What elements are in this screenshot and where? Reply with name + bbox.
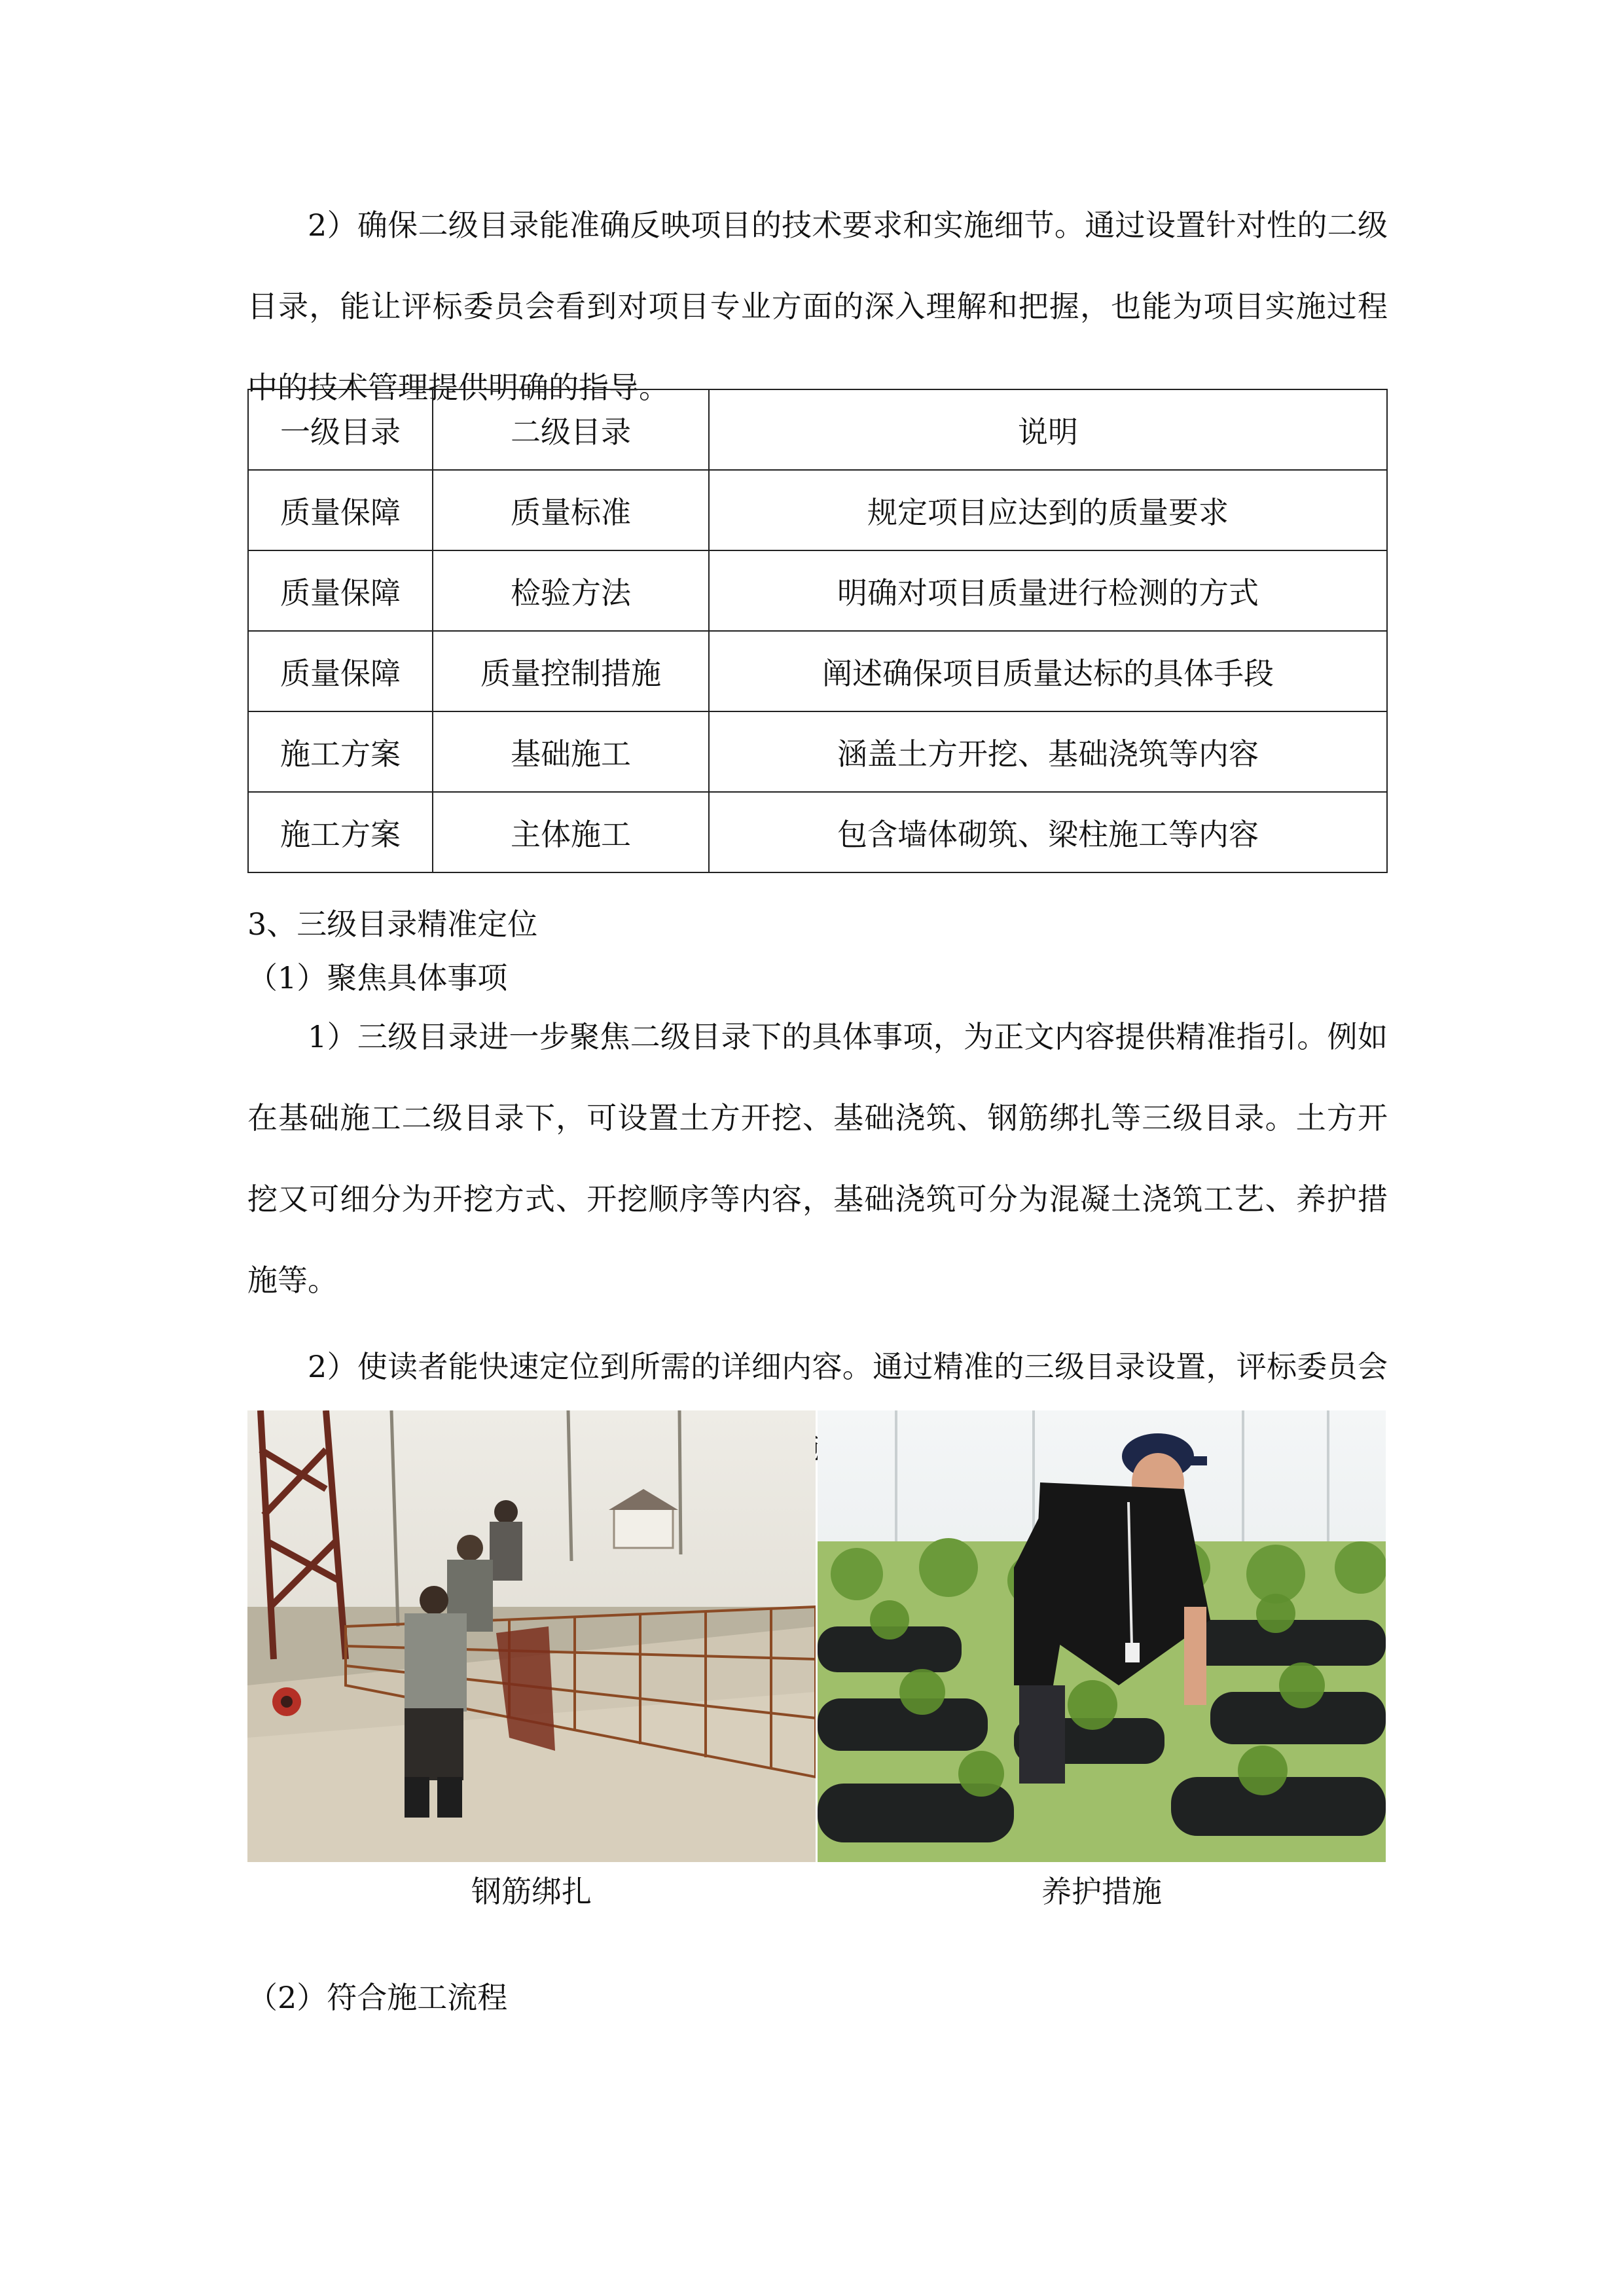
subsection-heading-1: （1）聚焦具体事项 (247, 960, 508, 996)
table-cell: 阐述确保项目质量达标的具体手段 (709, 631, 1387, 711)
table-header-row (248, 389, 1387, 470)
table-cell: 检验方法 (433, 550, 709, 631)
table-row (248, 550, 1387, 631)
section3-paragraph-1: 1）三级目录进一步聚焦二级目录下的具体事项，为正文内容提供精准指引。例如在基础施工二级目录下，可设置土方开挖、基础浇筑、钢筋绑扎等三级目录。土方开挖又可细分为开挖方式、开挖顺序等内容，基础浇筑可分为混凝土浇筑工艺、养护措施等。 (247, 1019, 1388, 1298)
rebar-tying-photo (247, 1410, 816, 1862)
intro-paragraph-2: 2）确保二级目录能准确反映项目的技术要求和实施细节。通过设置针对性的二级目录，能让评标委员会看到对项目专业方面的深入理解和把握，也能为项目实施过程中的技术管理提供明确的指导。 (247, 207, 1388, 405)
table-row (248, 792, 1387, 872)
section3-paragraph-2: 2）使读者能快速定位到所需的详细内容。通过精准的三级目录设置，评标委员会 (308, 1349, 1388, 1384)
subsection-heading-2: （2）符合施工流程 (247, 1980, 508, 2015)
table-row (248, 711, 1387, 792)
table-cell: 质量标准 (433, 470, 709, 550)
curing-photo (818, 1410, 1386, 1862)
photo-caption-2: 养护措施 (1041, 1874, 1162, 1909)
table-cell: 质量控制措施 (433, 631, 709, 711)
table-cell: 主体施工 (433, 792, 709, 872)
table-cell: 质量保障 (248, 550, 433, 631)
section-heading: 3、三级目录精准定位 (247, 906, 538, 942)
table-header-cell: 说明 (709, 389, 1387, 470)
table-cell: 规定项目应达到的质量要求 (709, 470, 1387, 550)
directory-table (247, 389, 1388, 873)
table-cell: 质量保障 (248, 470, 433, 550)
table-cell: 基础施工 (433, 711, 709, 792)
table-header-cell: 一级目录 (248, 389, 433, 470)
table-cell: 质量保障 (248, 631, 433, 711)
table-header-cell: 二级目录 (433, 389, 709, 470)
table-row (248, 470, 1387, 550)
table-cell: 明确对项目质量进行检测的方式 (709, 550, 1387, 631)
table-cell: 涵盖土方开挖、基础浇筑等内容 (709, 711, 1387, 792)
table-cell: 包含墙体砌筑、梁柱施工等内容 (709, 792, 1387, 872)
table-cell: 施工方案 (248, 711, 433, 792)
photo-caption-1: 钢筋绑扎 (471, 1874, 592, 1909)
table-row (248, 631, 1387, 711)
table-cell: 施工方案 (248, 792, 433, 872)
